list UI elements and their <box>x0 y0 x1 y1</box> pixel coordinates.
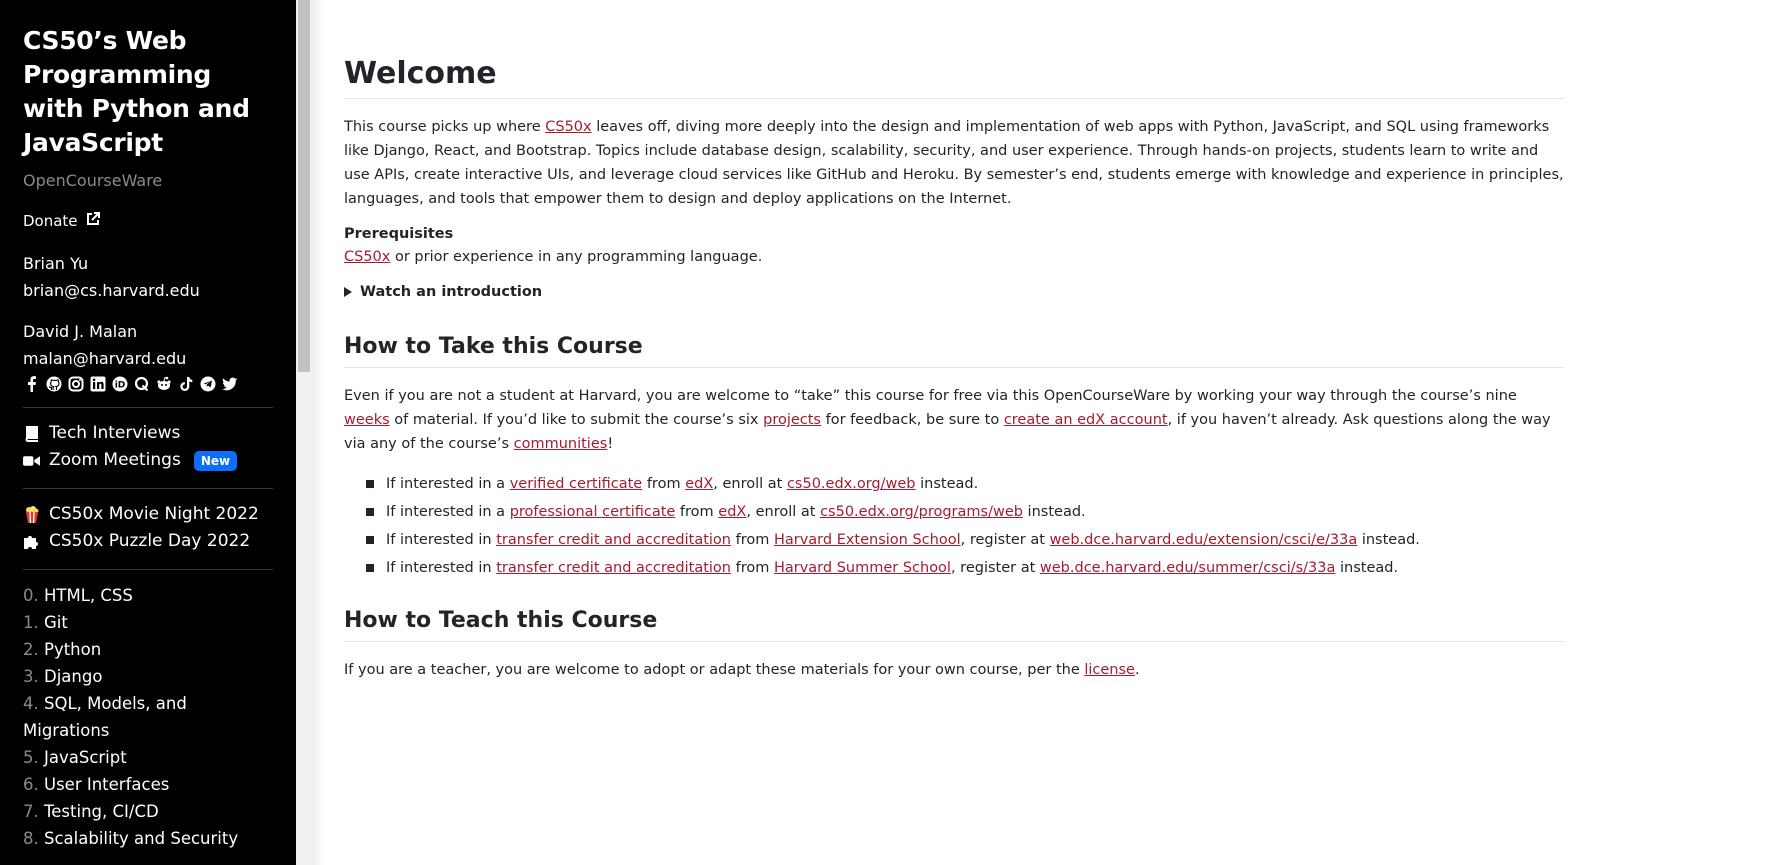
sidebar <box>0 0 296 865</box>
twitter-icon[interactable] <box>221 375 239 393</box>
instructor-email[interactable]: brian@cs.harvard.edu <box>23 281 200 300</box>
linkedin-icon[interactable] <box>89 375 107 393</box>
watch-introduction-toggle[interactable] <box>344 284 1564 300</box>
instructor-email[interactable]: malan@harvard.edu <box>23 349 187 368</box>
edx-link[interactable]: edX <box>718 504 747 520</box>
text: If interested in <box>386 532 497 548</box>
options-list <box>344 472 1564 580</box>
text: , register at <box>960 532 1050 548</box>
week-label: Python <box>44 640 102 659</box>
prerequisites-heading: Prerequisites <box>344 226 454 242</box>
instructor-name: Brian Yu <box>23 254 89 273</box>
text: from <box>642 476 686 492</box>
create-edx-account-link[interactable]: create an edX account <box>1003 412 1168 428</box>
main-content <box>344 0 1564 682</box>
instructor-name: David J. Malan <box>23 322 138 341</box>
social-links <box>23 375 273 393</box>
bullet-icon <box>366 536 374 544</box>
text: If interested in a <box>386 504 510 520</box>
text: , register at <box>950 560 1040 576</box>
section-heading-teach: How to Teach this Course <box>344 608 1564 642</box>
page-title: Welcome <box>344 56 1564 99</box>
harvard-extension-school-link[interactable]: Harvard Extension School <box>773 532 961 548</box>
week-number: 7. <box>23 802 39 821</box>
text: from <box>675 504 719 520</box>
week-number: 0. <box>23 586 39 605</box>
list-item <box>344 472 1564 496</box>
sidebar-item-label: CS50x Puzzle Day 2022 <box>49 531 251 551</box>
text: or prior experience in any programming language. <box>390 249 763 265</box>
edx-link[interactable]: edX <box>685 476 714 492</box>
week-label: Git <box>44 613 68 632</box>
toggle-label: Watch an introduction <box>360 284 543 300</box>
week-item[interactable] <box>23 663 273 690</box>
list-item <box>344 528 1564 552</box>
text: , if you haven’t already. Ask questions along the way via any of the course’s <box>344 412 1551 452</box>
week-label: SQL, Models, and Migrations <box>23 694 187 740</box>
bullet-icon <box>366 564 374 572</box>
facebook-icon[interactable] <box>23 375 41 393</box>
svg-text:iD: iD <box>114 380 126 391</box>
orcid-icon[interactable] <box>111 375 129 393</box>
sidebar-item-puzzle-day[interactable] <box>23 528 273 555</box>
popcorn-icon <box>23 506 40 523</box>
external-link-icon <box>86 212 100 230</box>
week-item[interactable] <box>23 744 273 771</box>
section-heading-take: How to Take this Course <box>344 334 1564 368</box>
donate-link[interactable] <box>23 212 273 230</box>
text: If interested in <box>386 560 497 576</box>
text: for feedback, be sure to <box>821 412 1004 428</box>
sidebar-item-movie-night[interactable] <box>23 501 273 528</box>
sidebar-item-zoom-meetings[interactable] <box>23 447 273 474</box>
week-number: 6. <box>23 775 39 794</box>
teach-paragraph <box>344 658 1564 682</box>
telegram-icon[interactable] <box>199 375 217 393</box>
week-number: 8. <box>23 829 39 848</box>
text: of material. If you’d like to submit the course’s six <box>389 412 764 428</box>
donate-label: Donate <box>23 212 78 230</box>
text: leaves off, diving more deeply into the design and implementation of web apps with Python, JavaScript, and SQL using frameworks like Django, React, and Bootstrap. Topics include database design, scalability, security, and user experience. Through hands-on projects, students learn to write and use APIs, create interactive UIs, and leverage cloud services like GitHub and Heroku. By semester’s end, students emerge with knowledge and experience in principles, languages, and tools that empower them to design and deploy applications on the Internet. <box>344 119 1564 207</box>
week-label: Scalability and Security <box>44 829 239 848</box>
take-paragraph <box>344 384 1564 456</box>
puzzle-icon <box>23 533 40 550</box>
list-item <box>344 556 1564 580</box>
cs50x-link[interactable]: CS50x <box>344 249 391 265</box>
sidebar-scrollbar[interactable] <box>296 0 312 865</box>
week-label: Testing, CI/CD <box>44 802 159 821</box>
text: , enroll at <box>713 476 787 492</box>
harvard-summer-school-link[interactable]: Harvard Summer School <box>773 560 951 576</box>
scrollbar-thumb[interactable] <box>298 0 310 372</box>
enroll-link[interactable]: cs50.edx.org/programs/web <box>820 504 1023 520</box>
week-label: User Interfaces <box>44 775 170 794</box>
new-badge: New <box>194 451 237 471</box>
sidebar-divider <box>23 488 273 489</box>
site-subtitle[interactable]: OpenCourseWare <box>23 171 163 190</box>
register-link[interactable]: web.dce.harvard.edu/summer/csci/s/33a <box>1039 560 1336 576</box>
week-number: 4. <box>23 694 39 713</box>
text: instead. <box>1357 532 1420 548</box>
list-item <box>344 500 1564 524</box>
bullet-icon <box>366 480 374 488</box>
quora-icon[interactable] <box>133 375 151 393</box>
reddit-icon[interactable] <box>155 375 173 393</box>
text: If you are a teacher, you are welcome to adopt or adapt these materials for your own course, per the <box>344 662 1085 678</box>
video-icon <box>23 452 40 469</box>
text: instead. <box>915 476 979 492</box>
week-item[interactable] <box>23 798 273 825</box>
cs50x-link[interactable]: CS50x <box>545 119 592 135</box>
text: from <box>730 560 774 576</box>
weeks-list <box>23 582 273 852</box>
text: , enroll at <box>746 504 821 520</box>
week-number: 5. <box>23 748 39 767</box>
instructor-david <box>23 318 273 372</box>
sidebar-divider <box>23 569 273 570</box>
transfer-credit-link[interactable]: transfer credit and accreditation <box>496 560 731 576</box>
prerequisites-text <box>344 245 1564 269</box>
text: instead. <box>1022 504 1086 520</box>
text: Even if you are not a student at Harvard, you are welcome to “take” this course for free via this OpenCourseWare by working your way through the course’s nine <box>344 388 1517 404</box>
instructor-brian <box>23 250 273 304</box>
text: ! <box>607 436 614 452</box>
sidebar-item-label: Zoom Meetings <box>49 450 181 470</box>
text: from <box>730 532 774 548</box>
week-number: 3. <box>23 667 39 686</box>
verified-certificate-link[interactable]: verified certificate <box>509 476 643 492</box>
projects-link[interactable]: projects <box>763 412 821 428</box>
week-item[interactable] <box>23 771 273 798</box>
week-label: Django <box>44 667 103 686</box>
bullet-icon <box>366 508 374 516</box>
disclosure-triangle-icon <box>344 287 352 297</box>
professional-certificate-link[interactable]: professional certificate <box>509 504 676 520</box>
github-icon[interactable] <box>45 375 63 393</box>
license-link[interactable]: license <box>1084 662 1135 678</box>
text: . <box>1134 662 1140 678</box>
communities-link[interactable]: communities <box>513 436 608 452</box>
sidebar-item-tech-interviews[interactable] <box>23 420 273 447</box>
register-link[interactable]: web.dce.harvard.edu/extension/csci/e/33a <box>1049 532 1358 548</box>
sidebar-shadow <box>312 0 324 865</box>
week-label: JavaScript <box>44 748 127 767</box>
week-item[interactable] <box>23 582 273 609</box>
site-title[interactable]: CS50’s Web Programming with Python and JavaScript <box>23 26 250 157</box>
week-number: 2. <box>23 640 39 659</box>
week-item[interactable] <box>23 825 273 852</box>
text: This course picks up where <box>344 119 546 135</box>
week-item[interactable] <box>23 636 273 663</box>
instagram-icon[interactable] <box>67 375 85 393</box>
enroll-link[interactable]: cs50.edx.org/web <box>786 476 916 492</box>
intro-paragraph <box>344 115 1564 211</box>
book-icon <box>23 425 40 442</box>
week-item[interactable] <box>23 690 273 744</box>
weeks-link[interactable]: weeks <box>344 412 390 428</box>
sidebar-divider <box>23 407 273 408</box>
week-number: 1. <box>23 613 39 632</box>
sidebar-item-label: Tech Interviews <box>49 423 181 443</box>
tiktok-icon[interactable] <box>177 375 195 393</box>
week-item[interactable] <box>23 609 273 636</box>
transfer-credit-link[interactable]: transfer credit and accreditation <box>496 532 731 548</box>
sidebar-item-label: CS50x Movie Night 2022 <box>49 504 259 524</box>
text: instead. <box>1335 560 1399 576</box>
week-label: HTML, CSS <box>44 586 133 605</box>
text: If interested in a <box>386 476 510 492</box>
